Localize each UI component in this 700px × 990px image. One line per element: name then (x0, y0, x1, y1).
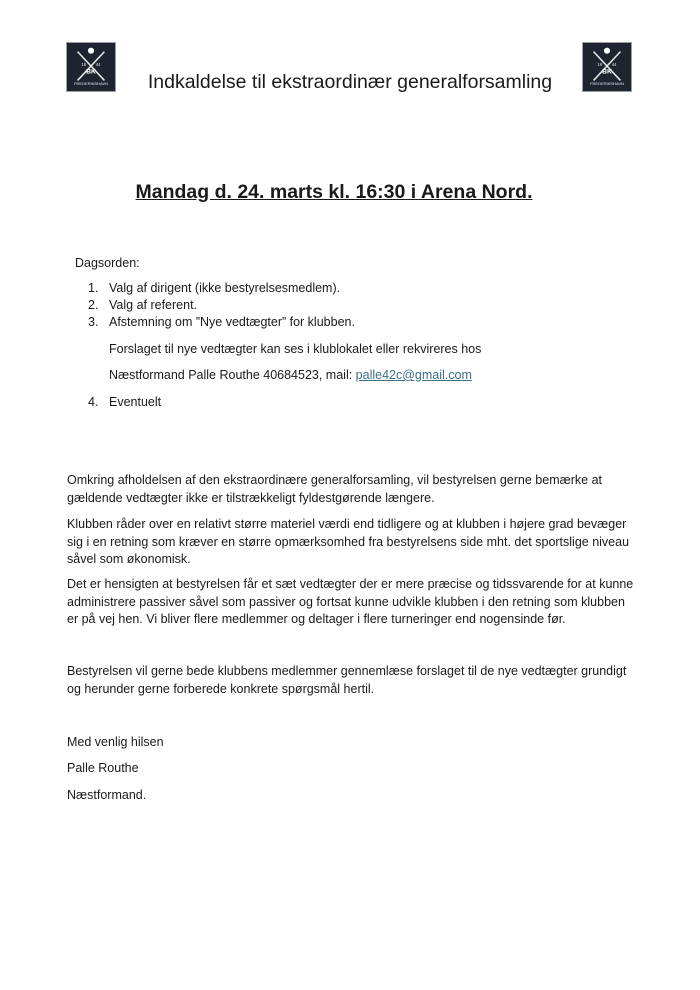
agenda-item (88, 394, 161, 412)
logo-club-name: FREDERIKSHAVN (590, 81, 624, 87)
logo-letters: BK (602, 68, 612, 76)
agenda-note-line: Forslaget til nye vedtægter kan ses i klublokalet eller rekvireres hos (109, 342, 482, 356)
agenda-item-number: 3. (88, 315, 99, 329)
agenda-item-text: Afstemning om ”Nye vedtægter” for klubben. (109, 315, 355, 329)
logo-year-right: 44 (95, 62, 101, 68)
signature-role: Næstformand. (67, 788, 147, 802)
logo-club-name: FREDERIKSHAVN (74, 81, 108, 87)
agenda-item (88, 280, 340, 298)
agenda-label: Dagsorden: (75, 256, 140, 270)
page-title: Indkaldelse til ekstraordinær generalforsamling (147, 71, 553, 93)
logo-letters: BK (86, 68, 96, 76)
paragraph: Omkring afholdelsen af den ekstraordinære generalforsamling, vil bestyrelsen gerne bemærke at gældende vedtægter ikke er tilstrækkeligt fyldestgørende længere. (67, 473, 602, 505)
logo-year-right: 44 (611, 62, 617, 68)
paragraph: Det er hensigten at bestyrelsen får et sæt vedtægter der er mere præcise og tidssvarende for at kunne administrere passiver såvel som passiver og fortsat kunne udvikle klubben i den retning som klubben er på vej hen. Vi bliver flere medlemmer og deltager i flere turneringer end nogensinde før. (67, 577, 634, 626)
email-link[interactable]: palle42c@gmail.com (355, 368, 472, 382)
paragraph: Bestyrelsen vil gerne bede klubbens medlemmer gennemlæse forslaget til de nye vedtægter grundigt og herunder gerne forberede konkrete spørgsmål hertil. (67, 664, 627, 696)
logo-year-left: 19 (597, 62, 603, 68)
agenda-item-number: 2. (88, 298, 99, 312)
agenda-item-text: Eventuelt (109, 395, 162, 409)
agenda-item-number: 1. (88, 281, 99, 295)
agenda-item-text: Valg af referent. (109, 298, 198, 312)
agenda-contact-line (109, 367, 472, 385)
signature-name: Palle Routhe (67, 761, 139, 775)
paragraph: Klubben råder over en relativt større materiel værdi end tidligere og at klubben i højere grad bevæger sig i en retning som kræver en større opmærksomhed fra bestyrelsens side mht. det sportslige niveau såvel som økonomisk. (67, 517, 630, 566)
agenda-item-number: 4. (88, 395, 99, 409)
agenda-item-text: Valg af dirigent (ikke bestyrelsesmedlem). (109, 281, 341, 295)
agenda-item (88, 314, 355, 332)
contact-text: Næstformand Palle Routhe 40684523, mail: (109, 368, 356, 382)
agenda-item (88, 297, 197, 315)
meeting-headline: Mandag d. 24. marts kl. 16:30 i Arena Nord. (135, 181, 533, 203)
signature-greeting: Med venlig hilsen (67, 735, 164, 749)
logo-year-left: 19 (81, 62, 87, 68)
